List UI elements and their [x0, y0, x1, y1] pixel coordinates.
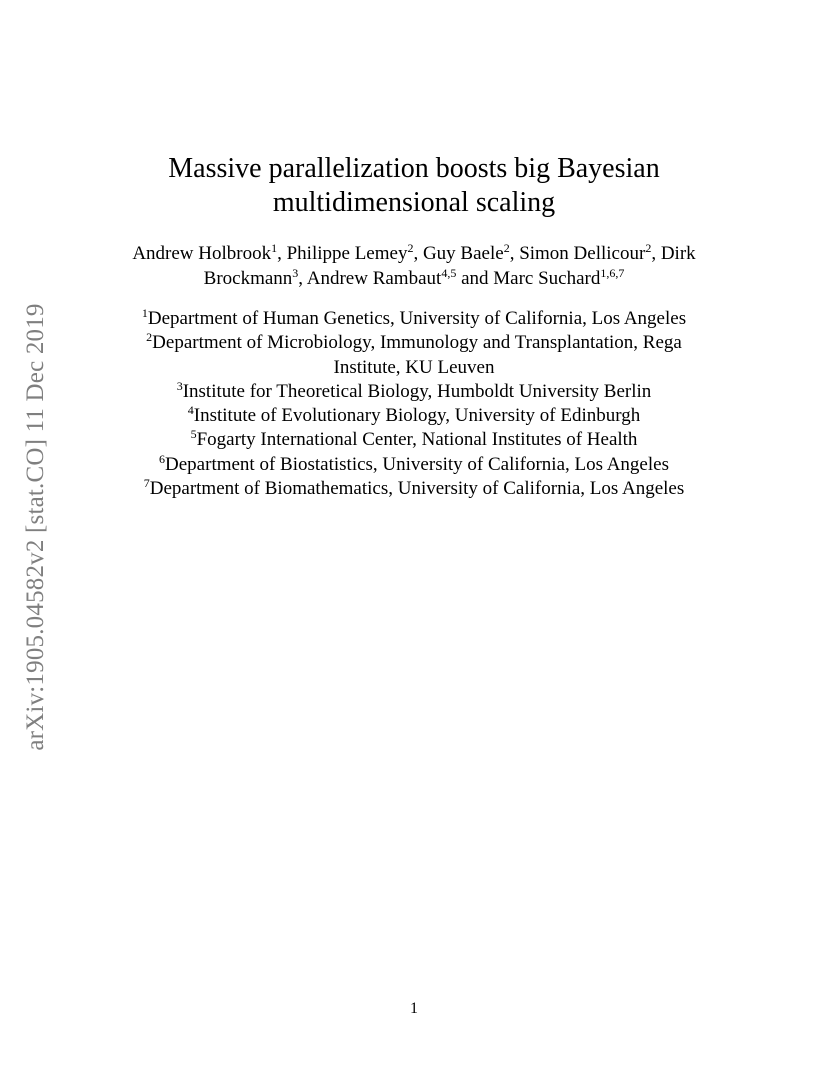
author-name-part: Brockmann [203, 268, 293, 289]
affiliation-1: $^1$Department of Human Genetics, University of California, Los Angeles [141, 306, 687, 329]
author-line-1: Andrew Holbrook$^1$, Philippe Lemey$^2$, Guy Baele$^2$, Simon Dellicour$^2$, Dirk [132, 241, 696, 264]
author-name: Marc Suchard [493, 268, 601, 289]
affiliation-3: $^3$Institute for Theoretical Biology, Humboldt University Berlin [176, 378, 652, 402]
affiliation-5: $^5$Fogarty International Center, National Institutes of Health [190, 427, 638, 451]
paper-title [0, 152, 828, 220]
affiliation-7: $^7$Department of Biomathematics, University of California, Los Angeles [143, 476, 685, 500]
title-line-1: Massive parallelization boosts big Bayesian [168, 153, 660, 184]
arxiv-identifier: arXiv:1905.04582v2 [stat.CO] 11 Dec 2019 [22, 303, 49, 751]
author-line-2: Brockmann$^3$, Andrew Rambaut$^{4,5}$ and Marc Suchard$^{1,6,7}$ [203, 266, 625, 289]
affiliation-2: $^2$Department of Microbiology, Immunology and Transplantation, Rega [146, 330, 682, 354]
author-list [0, 241, 828, 291]
affiliation-2-continued: Institute, KU Leuven [333, 356, 495, 378]
author-name-part: Dirk [660, 243, 696, 264]
author-affiliation-marker: 2 [407, 241, 414, 255]
affiliation-6: $^6$Department of Biostatistics, University of California, Los Angeles [159, 451, 669, 475]
page-number: 1 [410, 1000, 418, 1017]
author-name: Andrew Rambaut [306, 268, 442, 289]
author-affiliation-marker: 4,5 [441, 266, 457, 280]
author-affiliation-marker: 1,6,7 [600, 266, 625, 280]
affiliation-4: $^4$Institute of Evolutionary Biology, University of Edinburgh [187, 403, 641, 427]
author-affiliation-marker: 3 [292, 266, 299, 280]
author-name: Philippe Lemey [286, 243, 408, 264]
title-line-2: multidimensional scaling [272, 187, 556, 218]
affiliation-list [0, 307, 828, 501]
author-name: Guy Baele [422, 243, 504, 264]
author-affiliation-marker: 2 [503, 241, 510, 255]
author-name: Andrew Holbrook [132, 243, 272, 264]
author-name: Simon Dellicour [519, 243, 646, 264]
author-affiliation-marker: 1 [271, 241, 278, 255]
author-affiliation-marker: 2 [645, 241, 652, 255]
